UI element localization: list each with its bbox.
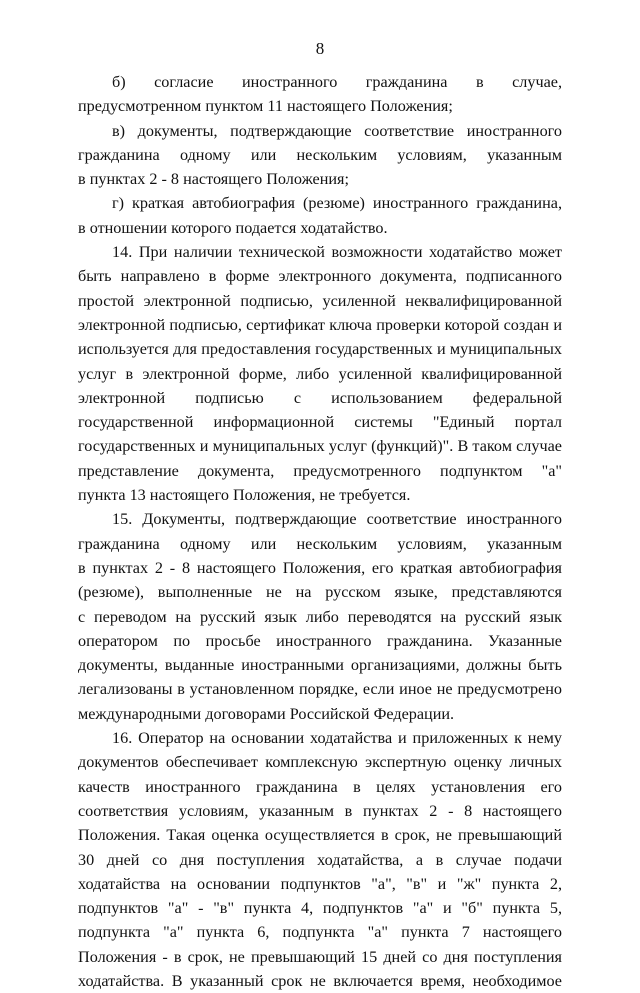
- text-line: в отношении которого подается ходатайство.: [78, 218, 388, 237]
- text-line: в пунктах 2 - 8 настоящего Положения;: [78, 170, 349, 189]
- text-line: подпунктов "а" - "в" пункта 4, подпунктов "а" и "б" пункта 5,: [78, 899, 562, 918]
- document-body: [78, 70, 562, 993]
- text-line: легализованы в установленном порядке, если иное не предусмотрено: [78, 680, 562, 699]
- text-line: предусмотренном пунктом 11 настоящего Положения;: [78, 97, 453, 116]
- text-line: 14. При наличии технической возможности ходатайство может: [112, 243, 562, 262]
- text-line: международными договорами Российской Федерации.: [78, 704, 455, 723]
- text-line: 16. Оператор на основании ходатайства и приложенных к нему: [112, 729, 562, 748]
- text-line: (резюме), выполненные не на русском языке, представляются: [78, 583, 562, 602]
- text-line: оператором по просьбе иностранного гражданина. Указанные: [78, 631, 562, 650]
- text-line: 15. Документы, подтверждающие соответствие иностранного: [112, 510, 562, 529]
- text-line: электронной подписью, сертификат ключа проверки которой создан и: [78, 315, 562, 334]
- text-line: услуг в электронной форме, либо усиленной квалифицированной: [78, 364, 562, 383]
- text-line: документы, выданные иностранными организациями, должны быть: [78, 656, 562, 675]
- text-line: гражданина одному или нескольким условиям, указанным: [78, 145, 562, 164]
- text-line: ходатайства. В указанный срок не включается время, необходимое: [78, 971, 562, 990]
- text-line: подпункта "а" пункта 6, подпункта "а" пункта 7 настоящего: [78, 923, 562, 942]
- text-line: документов обеспечивает комплексную экспертную оценку личных: [78, 753, 562, 772]
- page-number: 8: [315, 39, 325, 58]
- text-line: соответствия условиям, указанным в пунктах 2 - 8 настоящего: [78, 801, 562, 820]
- text-line: пункта 13 настоящего Положения, не требуется.: [78, 486, 411, 505]
- text-line: в пунктах 2 - 8 настоящего Положения, его краткая автобиография: [78, 558, 562, 577]
- text-line: электронной подписью с использованием федеральной: [78, 388, 562, 407]
- text-line: простой электронной подписью, усиленной неквалифицированной: [78, 291, 562, 310]
- text-line: представление документа, предусмотренного подпунктом "а": [78, 461, 562, 480]
- text-line: 30 дней со дня поступления ходатайства, а в случае подачи: [78, 850, 562, 869]
- text-line: государственных и муниципальных услуг (функций)". В таком случае: [78, 437, 562, 456]
- text-line: гражданина одному или нескольким условиям, указанным: [78, 534, 562, 553]
- text-line: быть направлено в форме электронного документа, подписанного: [78, 267, 562, 286]
- text-line: с переводом на русский язык либо переводятся на русский язык: [78, 607, 562, 626]
- text-line: качеств иностранного гражданина в целях установления его: [78, 777, 562, 796]
- text-line: Положения - в срок, не превышающий 15 дней со дня поступления: [78, 947, 562, 966]
- text-line: б) согласие иностранного гражданина в случае,: [112, 73, 562, 91]
- text-line: используется для предоставления государственных и муниципальных: [78, 340, 562, 359]
- text-line: г) краткая автобиография (резюме) иностранного гражданина,: [112, 194, 562, 213]
- text-line: в) документы, подтверждающие соответствие иностранного: [112, 121, 562, 140]
- text-line: ходатайства на основании подпунктов "а", "в" и "ж" пункта 2,: [78, 874, 562, 893]
- text-line: государственной информационной системы "Единый портал: [78, 413, 562, 432]
- text-line: Положения. Такая оценка осуществляется в срок, не превышающий: [78, 826, 562, 845]
